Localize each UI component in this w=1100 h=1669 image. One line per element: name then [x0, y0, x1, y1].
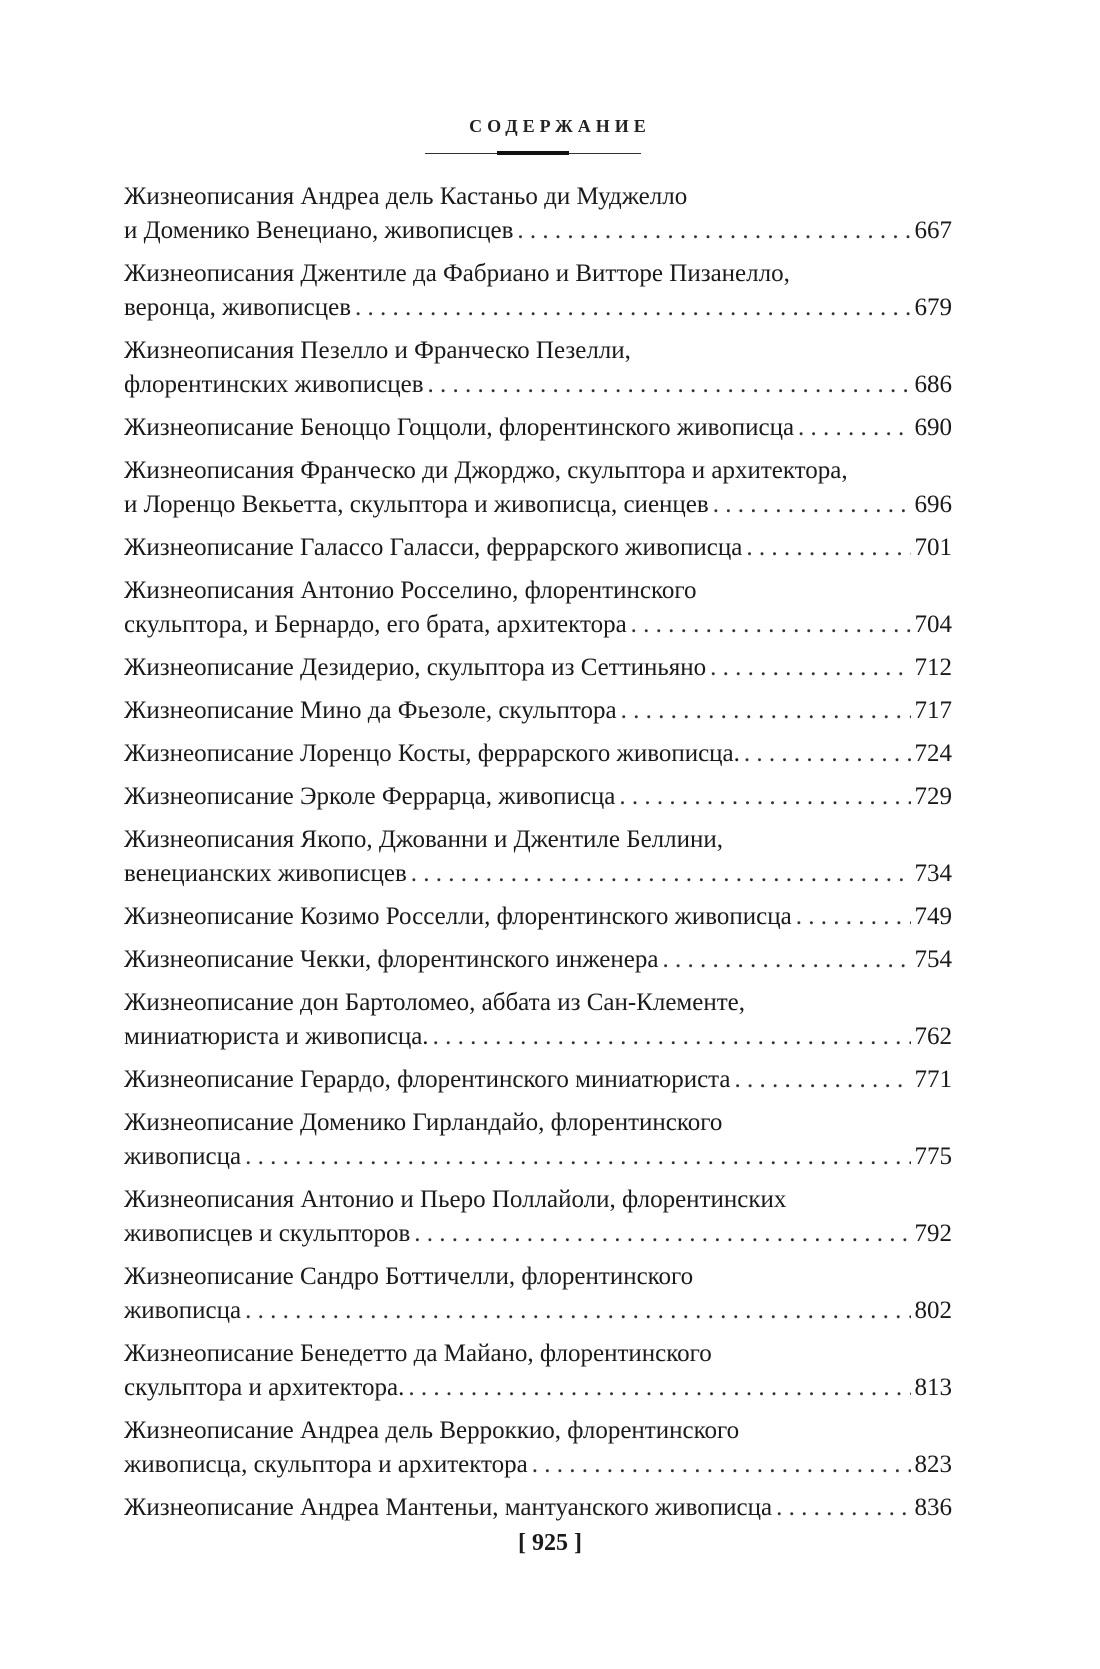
toc-entry-title-text: и Лоренцо Векьетта, скульптора и живописца, сиенцев [124, 491, 709, 518]
dot-leader [619, 780, 910, 814]
toc-entry[interactable] [124, 1183, 952, 1251]
toc-entry-title-line: Жизнеописания Якопо, Джованни и Джентиле Беллини, [124, 826, 723, 853]
toc-entry-last-line [124, 651, 952, 685]
toc-entry-last-line [124, 214, 952, 248]
dot-leader [245, 1294, 910, 1328]
toc-entry-page-number: 696 [914, 491, 952, 518]
dot-leader [433, 1020, 911, 1054]
toc-entry-page-number: 823 [914, 1451, 952, 1478]
toc-entry-title-text: Жизнеописание Мино да Фьезоле, скульптора [124, 697, 617, 724]
toc-entry[interactable] [124, 1491, 952, 1525]
toc-entry-page-number: 679 [914, 294, 952, 321]
dot-leader [532, 1448, 911, 1482]
toc-entry-title-line: Жизнеописание Сандро Боттичелли, флорентинского [124, 1263, 694, 1290]
toc-entry-title-line: Жизнеописания Пезелло и Франческо Пезелли, [124, 337, 631, 364]
toc-entry-title-line: Жизнеописания Франческо ди Джорджо, скульптора и архитектора, [124, 457, 848, 484]
toc-entry-last-line [124, 488, 952, 522]
toc-entry-title-text: и Доменико Венециано, живописцев [124, 217, 514, 244]
page-number: 925 [532, 1530, 568, 1556]
dot-leader [746, 531, 910, 565]
toc-entry-title-text: Жизнеописание Галассо Галасси, феррарского живописца [124, 534, 743, 561]
toc-entry[interactable] [124, 694, 952, 728]
toc-entry[interactable] [124, 180, 952, 248]
toc-entry[interactable] [124, 900, 952, 934]
toc-entry-title-text: живописца [124, 1143, 242, 1170]
toc-entry-title-text: флорентинских живописцев [124, 371, 424, 398]
toc-entry-last-line [124, 1217, 952, 1251]
toc-entry-page-number: 813 [914, 1374, 952, 1401]
dot-leader [735, 1063, 911, 1097]
toc-entry-last-line [124, 943, 952, 977]
dot-leader [662, 943, 910, 977]
page-number-bracket-left: [ [518, 1530, 526, 1556]
toc-entry[interactable] [124, 574, 952, 642]
dot-leader [355, 291, 910, 325]
dot-leader [744, 737, 911, 771]
toc-entry-last-line [124, 608, 952, 642]
toc-entry[interactable] [124, 1063, 952, 1097]
toc-entry-page-number: 775 [914, 1143, 952, 1170]
toc-entry-last-line [124, 368, 952, 402]
toc-entry-last-line [124, 900, 952, 934]
dot-leader [710, 651, 910, 685]
toc-entry-title-text: веронца, живописцев [124, 294, 352, 321]
toc-entry-page-number: 667 [914, 217, 952, 244]
toc-entry-title-text: венецианских живописцев [124, 860, 407, 887]
toc-entry-title-line: Жизнеописание Доменико Гирландайо, флорентинского [124, 1109, 723, 1136]
toc-entry[interactable] [124, 943, 952, 977]
toc-entry[interactable] [124, 1414, 952, 1482]
toc-entry-last-line [124, 780, 952, 814]
dot-leader [621, 694, 911, 728]
toc-entry-title-text: Жизнеописание Андреа Мантеньи, мантуанского живописца [124, 1494, 773, 1521]
toc-entry[interactable] [124, 531, 952, 565]
toc-entry-title-line: Жизнеописание дон Бартоломео, аббата из Сан-Клементе, [124, 989, 745, 1016]
toc-entry-last-line [124, 1448, 952, 1482]
toc-entry-page-number: 729 [914, 783, 952, 810]
toc-entry-last-line [124, 411, 952, 445]
toc-entry[interactable] [124, 1337, 952, 1405]
toc-entry-title-line: Жизнеописания Антонио Росселино, флорентинского [124, 577, 697, 604]
dot-leader [408, 1371, 910, 1405]
toc-entry-title-text: Жизнеописание Герардо, флорентинского миниатюриста [124, 1066, 731, 1093]
toc-entry-page-number: 836 [914, 1494, 952, 1521]
dot-leader [631, 608, 911, 642]
dot-leader [713, 488, 911, 522]
toc-entry[interactable] [124, 454, 952, 522]
toc-entry-title-line: Жизнеописания Джентиле да Фабриано и Витторе Пизанелло, [124, 260, 790, 287]
toc-entry-title-text: скульптора, и Бернардо, его брата, архитектора [124, 611, 627, 638]
toc-entry[interactable] [124, 257, 952, 325]
dot-leader [776, 1491, 910, 1525]
toc-entry-last-line [124, 1063, 952, 1097]
toc-entry-title-text: Жизнеописание Чекки, флорентинского инженера [124, 946, 659, 973]
toc-entry[interactable] [124, 334, 952, 402]
toc-entry[interactable] [124, 823, 952, 891]
toc-entry[interactable] [124, 1260, 952, 1328]
toc-entry-page-number: 749 [914, 903, 952, 930]
toc-entry-title-line: Жизнеописания Антонио и Пьеро Поллайоли, флорентинских [124, 1186, 787, 1213]
toc-entry-page-number: 712 [914, 654, 952, 681]
toc-entry-last-line [124, 1140, 952, 1174]
toc-entry-page-number: 701 [914, 534, 952, 561]
dot-leader [411, 857, 911, 891]
toc-entry-title-line: Жизнеописание Бенедетто да Майано, флорентинского [124, 1340, 712, 1367]
toc-entry-title-text: Жизнеописание Беноццо Гоццоли, флорентинского живописца [124, 414, 795, 441]
toc-entry-last-line [124, 694, 952, 728]
toc-entry[interactable] [124, 737, 952, 771]
toc-entry-last-line [124, 857, 952, 891]
toc-entry-title-text: Жизнеописание Дезидерио, скульптора из Сеттиньяно [124, 654, 707, 681]
toc-entry-last-line [124, 1491, 952, 1525]
dot-leader [798, 411, 910, 445]
dot-leader [428, 368, 911, 402]
toc-entry-last-line [124, 1294, 952, 1328]
toc-entry-title-line: Жизнеописание Андреа дель Верроккио, флорентинского [124, 1417, 740, 1444]
toc-entry[interactable] [124, 986, 952, 1054]
table-of-contents [124, 180, 952, 1534]
toc-entry-title-text: Жизнеописание Эрколе Феррарца, живописца [124, 783, 616, 810]
toc-entry-title-line: Жизнеописания Андреа дель Кастаньо ди Муджелло [124, 183, 688, 210]
toc-entry-page-number: 762 [914, 1023, 952, 1050]
header-rule-accent [497, 151, 569, 155]
toc-entry[interactable] [124, 1106, 952, 1174]
toc-entry-title-text: Жизнеописание Козимо Росселли, флорентинского живописца [124, 903, 792, 930]
toc-entry-title-text: живописцев и скульпторов [124, 1220, 411, 1247]
toc-entry-last-line [124, 737, 952, 771]
toc-entry-page-number: 686 [914, 371, 952, 398]
toc-entry[interactable] [124, 780, 952, 814]
toc-entry-page-number: 704 [914, 611, 952, 638]
dot-leader [414, 1217, 910, 1251]
page-title: СОДЕРЖАНИЕ [469, 116, 651, 136]
dot-leader [245, 1140, 910, 1174]
toc-entry-last-line [124, 1020, 952, 1054]
toc-entry-page-number: 754 [914, 946, 952, 973]
toc-entry-title-text: живописца, скульптора и архитектора [124, 1451, 528, 1478]
toc-entry[interactable] [124, 651, 952, 685]
toc-entry-page-number: 792 [914, 1220, 952, 1247]
dot-leader [796, 900, 911, 934]
toc-entry-page-number: 724 [914, 740, 952, 767]
toc-entry-page-number: 771 [914, 1066, 952, 1093]
toc-entry[interactable] [124, 411, 952, 445]
toc-entry-page-number: 717 [914, 697, 952, 724]
toc-entry-page-number: 690 [914, 414, 952, 441]
toc-entry-page-number: 734 [914, 860, 952, 887]
toc-entry-title-text: миниатюриста и живописца. [124, 1023, 429, 1050]
toc-entry-title-text: Жизнеописание Лоренцо Косты, феррарского живописца. [124, 740, 740, 767]
toc-entry-title-text: живописца [124, 1297, 242, 1324]
toc-entry-title-text: скульптора и архитектора. [124, 1374, 405, 1401]
toc-entry-last-line [124, 1371, 952, 1405]
dot-leader [517, 214, 910, 248]
page-number-bracket-right: ] [574, 1530, 582, 1556]
page-footer [0, 1530, 1100, 1557]
toc-entry-page-number: 802 [914, 1297, 952, 1324]
running-header [0, 116, 1100, 137]
toc-entry-last-line [124, 531, 952, 565]
toc-entry-last-line [124, 291, 952, 325]
